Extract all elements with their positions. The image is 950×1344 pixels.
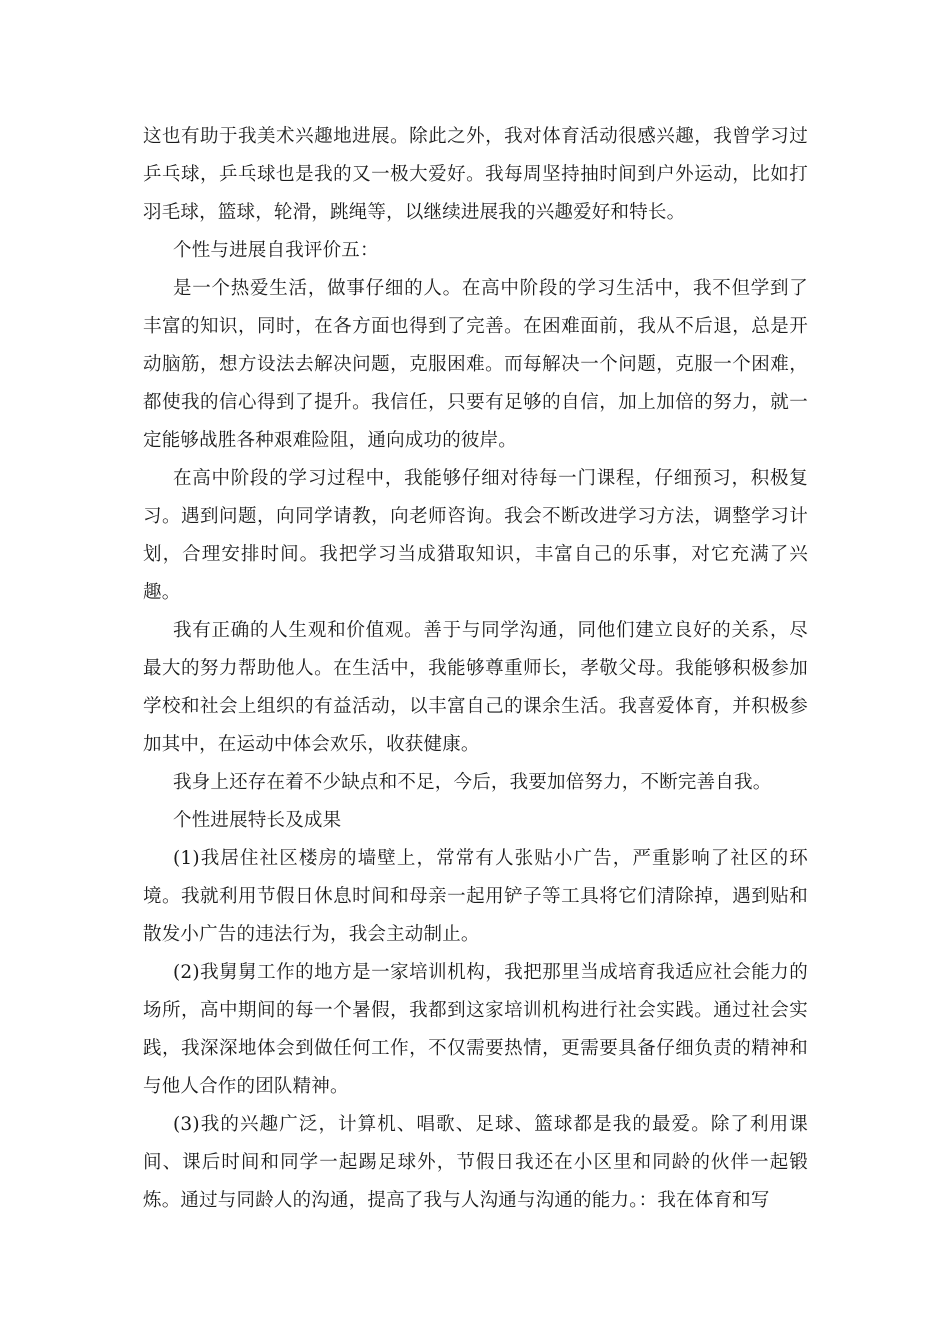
list-item-3: (3)我的兴趣广泛，计算机、唱歌、足球、篮球都是我的最爱。除了利用课间、课后时间和同学一起踢足球外，节假日我还在小区里和同龄的伙伴一起锻炼。通过与同龄人的沟通，提高了我与人沟通与沟通的能力。：我在体育和写 xyxy=(143,1114,808,1211)
list-item-2: (2)我舅舅工作的地方是一家培训机构，我把那里当成培育我适应社会能力的场所，高中期间的每一个暑假，我都到这家培训机构进行社会实践。通过社会实践，我深深地体会到做任何工作，不仅需要热情，更需要具备仔细负责的精神和与他人合作的团队精神。 xyxy=(143,962,808,1097)
paragraph-6: 我身上还存在着不少缺点和不足，今后，我要加倍努力，不断完善自我。 xyxy=(173,772,772,793)
section-heading-self-evaluation-5: 个性与进展自我评价五： xyxy=(173,240,379,261)
list-item-1: (1)我居住社区楼房的墙壁上，常常有人张贴小广告，严重影响了社区的环境。我就利用节假日休息时间和母亲一起用铲子等工具将它们清除掉，遇到贴和散发小广告的违法行为，我会主动制止。 xyxy=(143,848,808,945)
document-body xyxy=(143,118,808,1220)
section-heading-specialties: 个性进展特长及成果 xyxy=(173,810,342,831)
paragraph-3: 是一个热爱生活，做事仔细的人。在高中阶段的学习生活中，我不但学到了丰富的知识，同时，在各方面也得到了完善。在困难面前，我从不后退，总是开动脑筋，想方设法去解决问题，克服困难。而每解决一个问题，克服一个困难，都使我的信心得到了提升。我信任，只要有足够的自信，加上加倍的努力，就一定能够战胜各种艰难险阻，通向成功的彼岸。 xyxy=(143,278,808,451)
paragraph-1: 这也有助于我美术兴趣地进展。除此之外，我对体育活动很感兴趣，我曾学习过乒乓球，乒乓球也是我的又一极大爱好。我每周坚持抽时间到户外运动，比如打羽毛球，篮球，轮滑，跳绳等，以继续进展我的兴趣爱好和特长。 xyxy=(143,126,808,223)
paragraph-5: 我有正确的人生观和价值观。善于与同学沟通，同他们建立良好的关系，尽最大的努力帮助他人。在生活中，我能够尊重师长，孝敬父母。我能够积极参加学校和社会上组织的有益活动，以丰富自己的课余生活。我喜爱体育，并积极参加其中，在运动中体会欢乐，收获健康。 xyxy=(143,620,808,755)
paragraph-4: 在高中阶段的学习过程中，我能够仔细对待每一门课程，仔细预习，积极复习。遇到问题，向同学请教，向老师咨询。我会不断改进学习方法，调整学习计划，合理安排时间。我把学习当成猎取知识，丰富自己的乐事，对它充满了兴趣。 xyxy=(143,468,808,603)
